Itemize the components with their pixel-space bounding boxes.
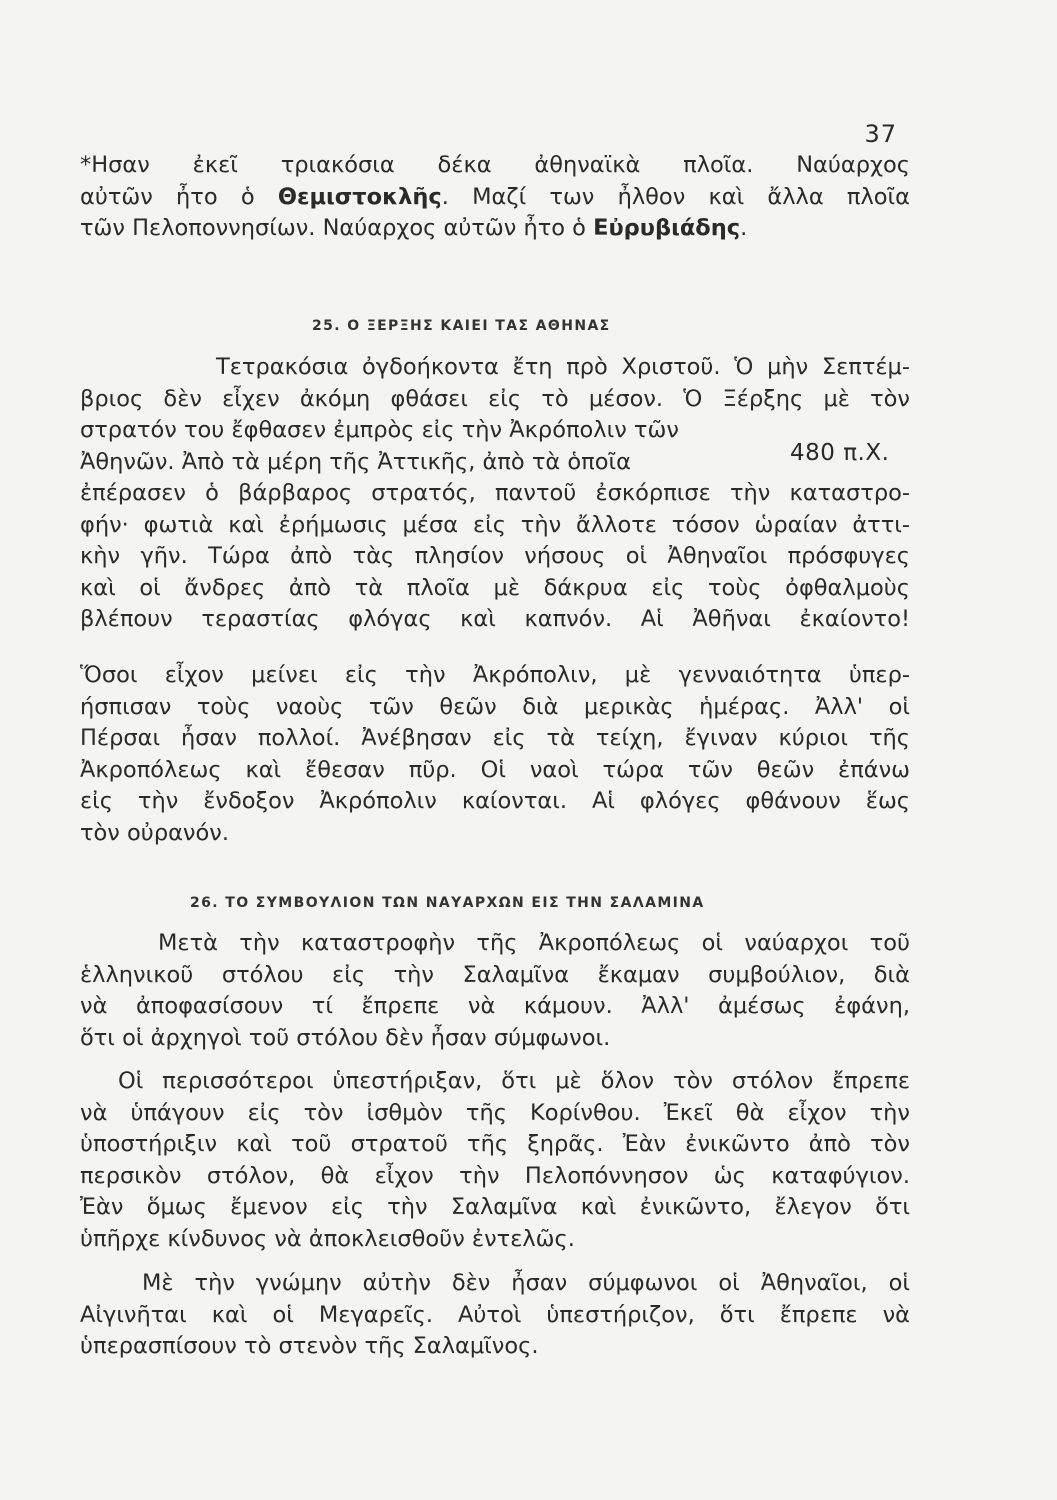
s26-p2-line-4: περσικὸν στόλον, θὰ εἶχον τὴν Πελοπόννησον ὡς καταφύγιον. [80,1162,910,1189]
section-26-paragraph-3 [80,1268,910,1363]
intro-line-3-full [80,214,910,246]
s25-p2-line-2: ήσπισαν τοὺς ναοὺς τῶν θεῶν διὰ μερικὰς ἡμέρας. Ἀλλ' οἱ [80,693,910,720]
s26-p1-line-2: ἑλληνικοῦ στόλου εἰς τὴν Σαλαμῖνα ἔκαμαν συμβούλιον, διὰ [80,961,910,988]
section-26-paragraph-2 [80,1066,910,1255]
s26-p3-line-1: Μὲ τὴν γνώμην αὐτὴν δὲν ἦσαν σύμφωνοι οἱ Ἀθηναῖοι, οἱ [142,1270,910,1296]
s25-p2-line-5: εἰς τὴν ἔνδοξον Ἀκρόπολιν καίονται. Αἱ φλόγες φθάνουν ἕως [80,788,910,814]
section-25-heading: 25. Ο ΞΕΡΞΗΣ ΚΑΙΕΙ ΤΑΣ ΑΘΗΝΑΣ [312,318,611,334]
s25-p1-line-2: βριος δὲν εἶχεν ἀκόμη φθάσει εἰς τὸ μέσον. Ὁ Ξέρξης μὲ τὸν [80,385,910,412]
s25-p1-line-1: Τετρακόσια ὀγδοήκοντα ἔτη πρὸ Χριστοῦ. Ὁ μὴν Σεπτέμ- [216,354,910,380]
intro-line-3-prefix: τῶν Πελοποννησίων. Ναύαρχος αὐτῶν ἦτο ὁ [80,215,594,241]
s25-p1-line-6: φήν· φωτιὰ καὶ ἐρήμωσις μέσα εἰς τὴν ἄλλοτε τόσον ὡραίαν ἀττι- [80,511,910,538]
section-25-paragraph-1 [80,352,910,636]
s25-p1-line-5: ἐπέρασεν ὁ βάρβαρος στρατός, παντοῦ ἐσκόρπισε τὴν καταστρο- [80,480,910,506]
s26-p1-line-4: ὅτι οἱ ἀρχηγοὶ τοῦ στόλου δὲν ἦσαν σύμφωνοι. [80,1024,611,1051]
s26-p1-line-3: νὰ ἀποφασίσουν τί ἔπρεπε νὰ κάμουν. Ἀλλ' ἀμέσως ἐφάνη, [80,993,910,1019]
section-26-heading: 26. ΤΟ ΣΥΜΒΟΥΛΙΟΝ ΤΩΝ ΝΑΥΑΡΧΩΝ ΕΙΣ ΤΗΝ ΣΑΛΑΜΙΝΑ [190,895,705,911]
s26-p2-line-1: Οἱ περισσότεροι ὑπεστήριξαν, ὅτι μὲ ὅλον τὸν στόλον ἔπρεπε [118,1068,910,1094]
s25-p1-line-4: Ἀθηνῶν. Ἀπὸ τὰ μέρη τῆς Ἀττικῆς, ἀπὸ τὰ ὁποῖα [80,448,631,475]
s25-p2-line-4: Ἀκροπόλεως καὶ ἔθεσαν πῦρ. Οἱ ναοὶ τώρα τῶν θεῶν ἐπάνω [80,756,910,783]
s25-p2-line-6: τὸν οὐρανόν. [80,819,229,846]
intro-line-2 [80,182,910,214]
intro-line-2-suffix: . Μαζί των ἦλθον καὶ ἄλλα πλοῖα [441,183,910,210]
intro-line-1: *Ησαν ἐκεῖ τριακόσια δέκα ἀθηναϊκὰ πλοῖα. Ναύαρχος [80,152,910,178]
s26-p2-line-5: Ἐὰν ὅμως ἔμενον εἰς τὴν Σαλαμῖνα καὶ ἐνικῶντο, ἔλεγον ὅτι [80,1194,910,1220]
s26-p3-line-2: Αἰγινῆται καὶ οἱ Μεγαρεῖς. Αὐτοὶ ὑπεστήριζον, ὅτι ἔπρεπε νὰ [80,1301,910,1328]
s26-p2-line-6: ὑπῆρχε κίνδυνος νὰ ἀποκλεισθοῦν ἐντελῶς. [80,1225,575,1252]
intro-line-2-prefix: αὐτῶν ἦτο ὁ [80,183,278,210]
s25-p1-line-7: κὴν γῆν. Τώρα ἀπὸ τὰς πλησίον νήσους οἱ Ἀθηναῖοι πρόσφυγες [80,543,910,569]
s26-p3-line-3: ὑπερασπίσουν τὸ στενὸν τῆς Σαλαμῖνος. [80,1333,539,1359]
admiral-name-eurybiades: Εὐρυβιάδης [593,215,741,241]
section-26-paragraph-1 [80,928,910,1054]
section-25-paragraph-2 [80,660,910,849]
s26-p2-line-3: ὑποστήριξιν καὶ τοῦ στρατοῦ τῆς ξηρᾶς. Ἐὰν ἐνικῶντο ἀπὸ τὸν [80,1131,910,1157]
date-480-bc: 480 π.Χ. [790,440,890,466]
s26-p1-line-1: Μετὰ τὴν καταστροφὴν τῆς Ἀκροπόλεως οἱ ναύαρχοι τοῦ [158,930,910,956]
s25-p2-line-3: Πέρσαι ἦσαν πολλοί. Ἀνέβησαν εἰς τὰ τείχη, ἔγιναν κύριοι τῆς [80,725,910,751]
s25-p2-line-1: Ὅσοι εἶχον μείνει εἰς τὴν Ἀκρόπολιν, μὲ γενναιότητα ὑπερ- [80,662,910,688]
s25-p1-line-9: βλέπουν τεραστίας φλόγας καὶ καπνόν. Αἱ Ἀθῆναι ἐκαίοντο! [80,606,910,632]
s25-p1-line-3: στρατόν του ἔφθασεν ἐμπρὸς εἰς τὴν Ἀκρόπολιν τῶν [80,417,679,443]
s25-p1-line-8: καὶ οἱ ἄνδρες ἀπὸ τὰ πλοῖα μὲ δάκρυα εἰς τοὺς ὀφθαλμοὺς [80,574,910,601]
page-number: 37 [864,120,897,148]
intro-line-3-suffix: . [740,215,748,241]
s26-p2-line-2: νὰ ὑπάγουν εἰς τὸν ἰσθμὸν τῆς Κορίνθου. Ἐκεῖ θὰ εἶχον τὴν [80,1099,910,1126]
admiral-name-themistokles: Θεμιστοκλῆς [277,183,442,210]
